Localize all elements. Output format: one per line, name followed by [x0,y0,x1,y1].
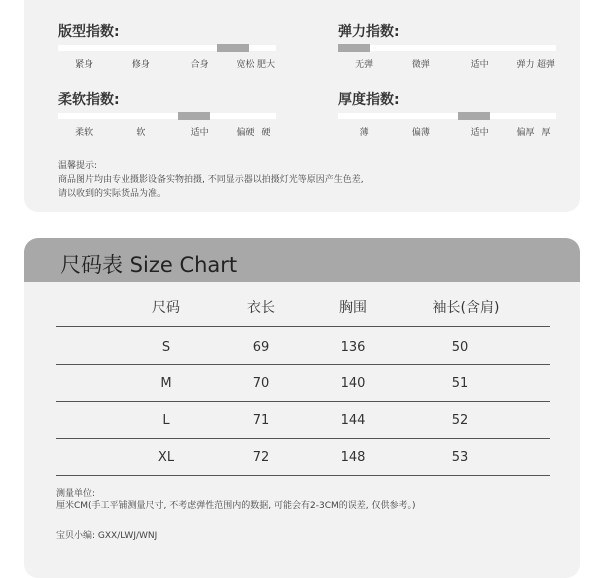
table-cell: 70 [252,376,270,391]
scale-label: 合身 [190,60,209,70]
table-cell: L [162,413,170,428]
tips-line: 商品图片均由专业摄影设备实物拍摄, 不同显示器以拍摄灯光等原因产生色差, [58,175,364,185]
measurement-unit-label: 测量单位: [56,489,96,499]
fit-index-title: 版型指数: [58,24,120,40]
table-cell: 136 [340,340,366,355]
softness-index-labels [58,125,276,139]
table-cell: XL [157,450,175,465]
column-header-chest: 胸围 [339,300,367,316]
table-cell: 144 [340,413,366,428]
table-cell: 50 [451,340,469,355]
table-cell: 140 [340,376,366,391]
scale-label: 超弹 [536,60,556,70]
scale-label: 弹力 [516,60,535,70]
warm-tips [58,159,364,201]
elasticity-index-scale [338,45,556,51]
softness-index-indicator [178,112,210,120]
scale-label: 软 [136,128,146,138]
size-chart-header [24,238,580,282]
table-divider [56,364,550,365]
scale-label: 适中 [470,128,489,138]
fit-index-labels [58,57,276,71]
scale-label: 硬 [261,128,271,138]
size-chart-title: 尺码表 Size Chart [60,253,238,277]
fit-index-scale [58,45,276,51]
scale-label: 修身 [131,60,150,70]
table-cell: 69 [252,340,270,355]
table-divider [56,401,550,402]
table-cell: 71 [252,413,270,428]
scale-label: 适中 [470,60,489,70]
scale-label: 偏硬 [236,128,255,138]
thickness-index-title: 厚度指数: [338,92,400,108]
scale-label: 薄 [359,128,369,138]
scale-label: 微弹 [411,60,430,70]
scale-label: 厚 [541,128,551,138]
table-divider [56,438,550,439]
thickness-index-labels [338,125,556,139]
elasticity-index-indicator [338,44,370,52]
table-divider [56,475,550,476]
scale-label: 偏厚 [516,128,535,138]
table-cell: 72 [252,450,270,465]
thickness-index-indicator [458,112,490,120]
table-cell: 51 [451,376,469,391]
table-divider [56,326,550,327]
tips-line: 请以收到的实际货品为准。 [58,189,167,199]
scale-label: 偏薄 [411,128,430,138]
fit-index-indicator [217,44,249,52]
elasticity-index-labels [338,57,556,71]
editor-credit: 宝贝小编: GXX/LWJ/WNJ [56,531,158,541]
measurement-note-text: 厘米CM(手工平铺测量尺寸, 不考虑弹性范围内的数据, 可能会有2-3CM的误差, 仅供参考。) [56,501,416,511]
table-cell: S [161,340,171,355]
column-header-sleeve: 袖长(含肩) [432,300,500,316]
table-cell: 148 [340,450,366,465]
table-cell: M [160,376,172,391]
elasticity-index-title: 弹力指数: [338,24,400,40]
scale-label: 紧身 [75,60,94,70]
size-chart-card [24,238,580,578]
softness-index-title: 柔软指数: [58,92,120,108]
product-index-card [24,0,580,212]
table-cell: 53 [451,450,469,465]
scale-label: 适中 [190,128,209,138]
scale-label: 无弹 [355,60,374,70]
thickness-index-scale [338,113,556,119]
softness-index-scale [58,113,276,119]
column-header-length: 衣长 [247,300,275,316]
column-header-size: 尺码 [152,300,180,316]
scale-label: 宽松 [236,60,255,70]
measurement-note [56,488,416,512]
table-cell: 52 [451,413,469,428]
tips-heading: 温馨提示: [58,161,98,171]
scale-label: 柔软 [75,128,94,138]
scale-label: 肥大 [256,60,276,70]
